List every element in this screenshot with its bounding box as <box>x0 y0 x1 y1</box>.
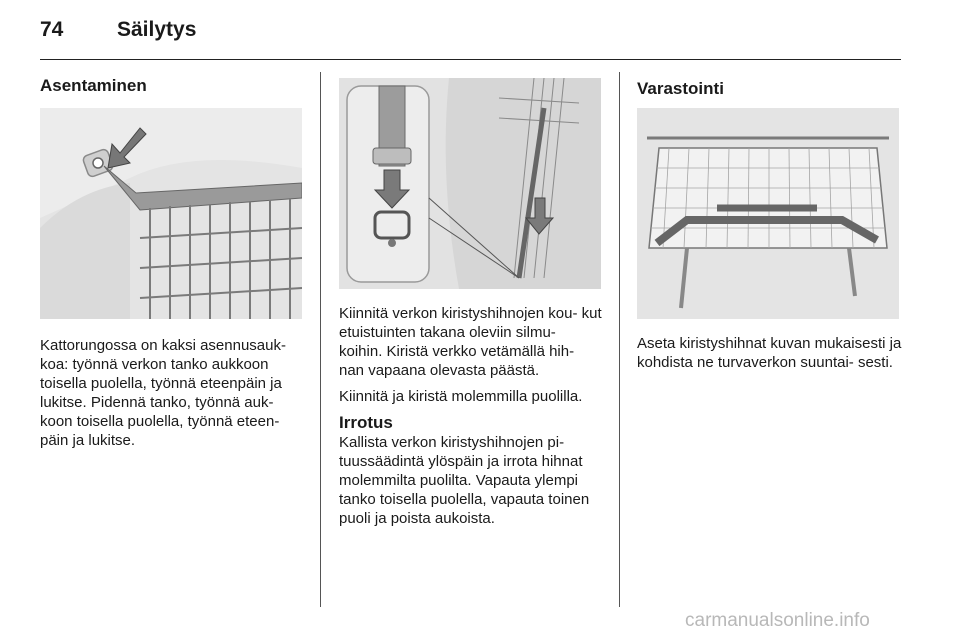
folded-net-illustration <box>637 108 899 319</box>
section-heading-asentaminen: Asentaminen <box>40 76 147 95</box>
column-divider-1 <box>320 72 321 607</box>
storage-instructions: Aseta kiristyshihnat kuvan mukaisesti ja kohdista ne turvaverkon suuntai- sesti. <box>637 335 902 371</box>
strap-instructions <box>339 304 603 535</box>
strap-attach-paragraph: Kiinnitä verkon kiristyshihnojen kou- kut etuistuinten takana oleviin silmu- koihin. Kiristä verkko vetämällä hih- nan vapaana olevasta päästä. <box>339 305 602 379</box>
removal-paragraph: Kallista verkon kiristyshihnojen pi- tuussäädintä ylöspäin ja irrota hihnat molemmilta puolilta. Vapauta ylempi tanko toisella puolella, vapauta toinen puoli ja poista aukoista. <box>339 434 590 527</box>
section-heading-varastointi: Varastointi <box>637 79 724 98</box>
roof-mount-illustration <box>40 108 302 319</box>
strap-both-sides-paragraph: Kiinnitä ja kiristä molemmilla puolilla. <box>339 388 583 405</box>
install-instructions: Kattorungossa on kaksi asennusauk- koa: työnnä verkon tanko aukkoon toisella puolella, työnnä eteenpäin ja lukitse. Pidennä tanko, työnnä auk- koon toisella puolella, työnnä eteen- päin ja lukitse. <box>40 337 286 449</box>
subheading-irrotus: Irrotus <box>339 413 393 432</box>
watermark: carmanualsonline.info <box>685 610 870 631</box>
page-heading: Säilytys <box>117 18 197 41</box>
strap-anchor-illustration <box>339 78 601 289</box>
header-rule <box>40 59 901 60</box>
page-number: 74 <box>40 18 64 41</box>
column-divider-2 <box>619 72 620 607</box>
